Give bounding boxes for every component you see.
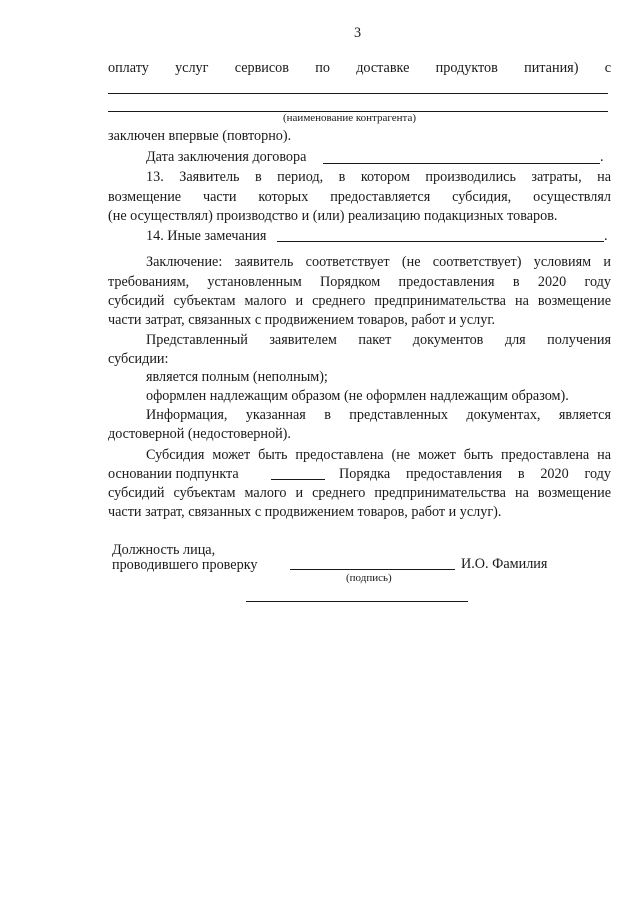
signature-caption: (подпись) (346, 572, 392, 584)
package-full: является полным (неполным); (146, 369, 328, 385)
contract-date-line (323, 163, 600, 164)
counterparty-caption: (наименование контрагента) (283, 112, 417, 124)
info-line: Информация, указанная в представленных документах, является (146, 407, 611, 423)
item14-label: 14. Иные замечания (146, 228, 267, 244)
item14-line (277, 241, 604, 242)
package-line: субсидии: (108, 351, 169, 367)
item13-line: возмещение части которых предоставляется субсидия, осуществлял (108, 189, 611, 205)
subsidy-line: Субсидия может быть предоставлена (не может быть предоставлена на (146, 447, 611, 463)
package-line: Представленный заявителем пакет документов для получения (146, 332, 611, 348)
paragraph-line: оплату услуг сервисов по доставке продуктов питания) с (108, 60, 611, 76)
first-time-text: заключен впервые (повторно). (108, 128, 292, 144)
contract-date-label: Дата заключения договора (146, 149, 307, 165)
item14-tail: . (604, 228, 608, 244)
signer-name: И.О. Фамилия (461, 556, 548, 572)
item13-line: (не осуществлял) производство и (или) реализацию подакцизных товаров. (108, 208, 558, 224)
item13-line: 13. Заявитель в период, в котором производились затраты, на (146, 169, 611, 185)
bottom-rule (246, 601, 468, 602)
conclusion-line: требованиям, установленным Порядком предоставления в 2020 году (108, 274, 611, 290)
conclusion-line: части затрат, связанных с продвижением товаров, работ и услуг. (108, 312, 496, 328)
conclusion-line: Заключение: заявитель соответствует (не соответствует) условиям и (146, 254, 611, 270)
package-formed: оформлен надлежащим образом (не оформлен надлежащим образом). (146, 388, 569, 404)
counterparty-line-1 (108, 93, 608, 94)
conclusion-line: субсидий субъектам малого и среднего предпринимательства на возмещение (108, 293, 611, 309)
position-label: проводившего проверку (112, 557, 258, 573)
subsidy-line: части затрат, связанных с продвижением товаров, работ и услуг). (108, 504, 502, 520)
signature-line (290, 569, 455, 570)
subsidy-line: субсидий субъектам малого и среднего предпринимательства на возмещение (108, 485, 611, 501)
info-line: достоверной (недостоверной). (108, 426, 291, 442)
position-label: Должность лица, (112, 542, 216, 558)
subsidy-line-end: Порядка предоставления в 2020 году (339, 466, 611, 482)
contract-date-tail: . (600, 149, 604, 165)
page-number: 3 (354, 25, 362, 41)
subsidy-line-start: основании подпункта (108, 466, 239, 482)
subpoint-line (271, 479, 325, 480)
